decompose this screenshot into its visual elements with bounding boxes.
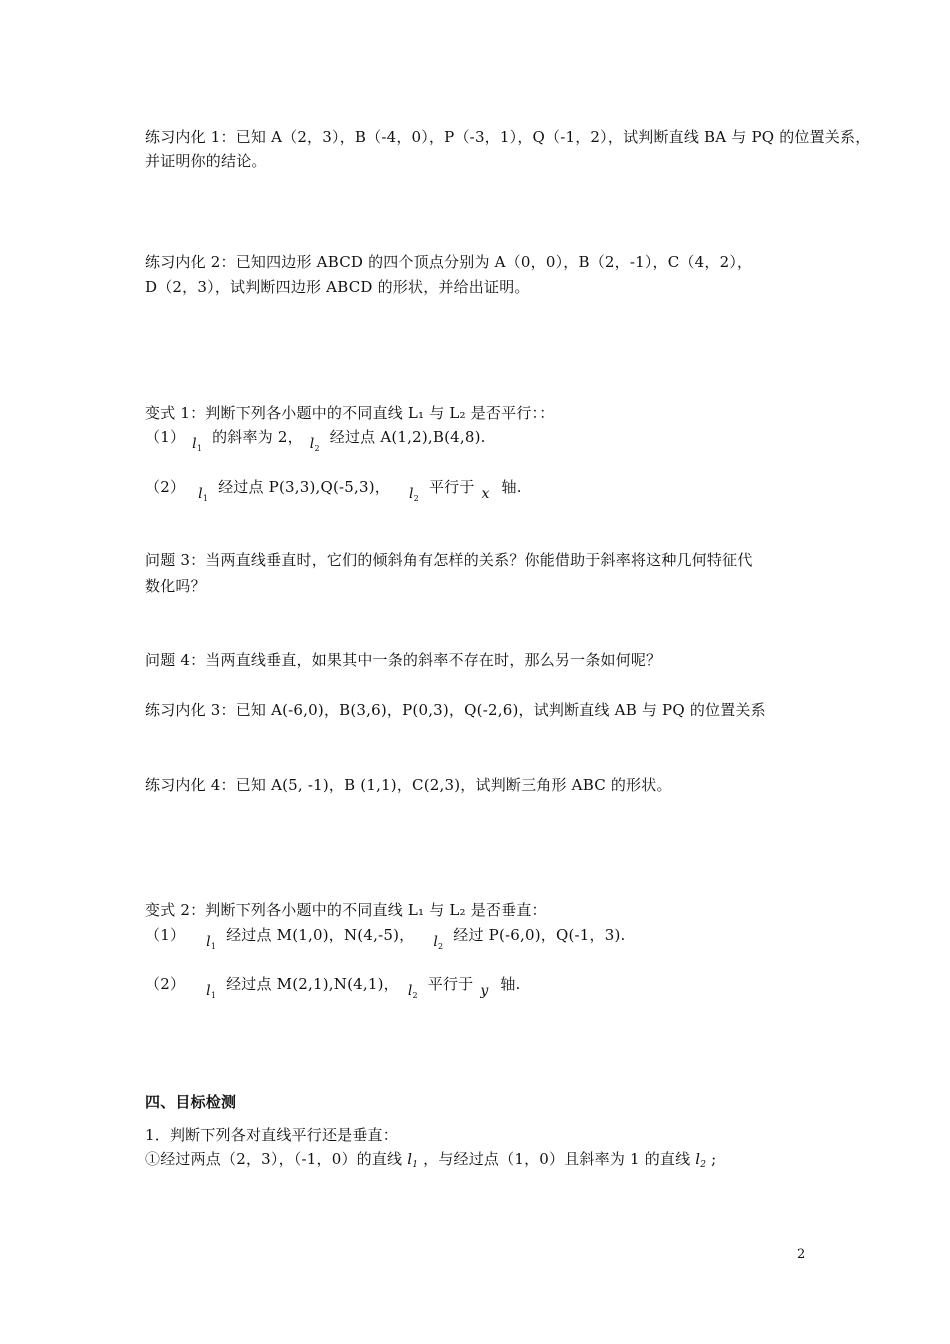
y-axis-symbol: y (480, 983, 489, 999)
variant2-item2-prefix: （2） (145, 975, 186, 993)
question3-line1: 问题 3：当两直线垂直时，它们的倾斜角有怎样的关系？你能借助于斜率将这种几何特征代 (145, 551, 753, 569)
q1-item1-text-a: ①经过两点（2，3），（-1，0）的直线 (145, 1150, 403, 1168)
line-l2-symbol: $l_2$ (407, 983, 418, 1000)
line-l1-symbol: $l_1$ (198, 486, 209, 503)
line-l2-symbol: $l_2$ (309, 436, 320, 453)
variant1-item2-text-c: 轴. (501, 478, 522, 496)
practice1-line1: 练习内化 1：已知 A（2，3），B（-4，0），P（-3，1），Q（-1，2），试判断直线 BA 与 PQ 的位置关系， (145, 128, 871, 146)
variant2-item2 (145, 975, 521, 999)
variant2-item2-text-a: 经过点 M(2,1),N(4,1)， (226, 975, 399, 993)
line-l2-symbol: $l_2$ (408, 486, 419, 503)
line-l1-symbol: $l_1$ (206, 983, 217, 1000)
variant2-title: 变式 2：判断下列各小题中的不同直线 L₁ 与 L₂ 是否垂直： (145, 901, 547, 919)
variant1-item1 (145, 428, 486, 452)
practice1-line2: 并证明你的结论。 (145, 152, 267, 170)
line-l2-symbol: $l_2$ (695, 1150, 707, 1170)
line-l1-symbol: $l_1$ (407, 1150, 419, 1170)
q1-item1-text-c: ; (711, 1150, 717, 1168)
question3-line2: 数化吗？ (145, 577, 206, 595)
variant2-item1-text-b: 经过 P(-6,0)，Q(-1，3). (453, 926, 626, 944)
line-l2-symbol: $l_2$ (433, 934, 444, 951)
page-number: 2 (797, 1247, 806, 1262)
variant1-item1-text-b: 经过点 A(1,2),B(4,8). (329, 428, 486, 446)
line-l1-symbol: $l_1$ (192, 436, 203, 453)
practice2-line1: 练习内化 2：已知四边形 ABCD 的四个顶点分别为 A（0，0），B（2，-1），C（4，2）， (145, 253, 753, 271)
practice2-line2: D（2，3），试判断四边形 ABCD 的形状，并给出证明。 (145, 278, 530, 296)
variant1-item1-prefix: （1） (145, 428, 186, 446)
variant2-item2-text-b: 平行于 (427, 975, 474, 993)
question4: 问题 4：当两直线垂直，如果其中一条的斜率不存在时，那么另一条如何呢？ (145, 651, 662, 669)
variant1-item2-prefix: （2） (145, 478, 186, 496)
line-l1-symbol: $l_1$ (206, 934, 217, 951)
practice4: 练习内化 4：已知 A(5, -1)，B (1,1)，C(2,3)，试判断三角形 ABC 的形状。 (145, 776, 672, 794)
section4-question1: 1．判断下列各对直线平行还是垂直： (145, 1126, 398, 1144)
variant2-item1 (145, 926, 626, 950)
variant2-item2-text-c: 轴. (500, 975, 521, 993)
section-heading: 四、目标检测 (145, 1093, 237, 1111)
x-axis-symbol: x (481, 486, 490, 502)
variant1-item2-text-b: 平行于 (428, 478, 475, 496)
q1-item1-text-b: ，与经过点（1，0）且斜率为 1 的直线 (423, 1150, 691, 1168)
section4-question1-item1 (145, 1150, 716, 1174)
variant2-item1-prefix: （1） (145, 926, 186, 944)
variant1-item2-text-a: 经过点 P(3,3),Q(-5,3)， (218, 478, 391, 496)
variant1-item1-text-a: 的斜率为 2， (212, 428, 303, 446)
practice3: 练习内化 3：已知 A(-6,0)，B(3,6)，P(0,3)，Q(-2,6)，试判断直线 AB 与 PQ 的位置关系 (145, 701, 766, 719)
variant1-title: 变式 1：判断下列各小题中的不同直线 L₁ 与 L₂ 是否平行：： (145, 404, 555, 422)
variant1-item2 (145, 478, 522, 502)
variant2-item1-text-a: 经过点 M(1,0)，N(4,-5)， (226, 926, 415, 944)
